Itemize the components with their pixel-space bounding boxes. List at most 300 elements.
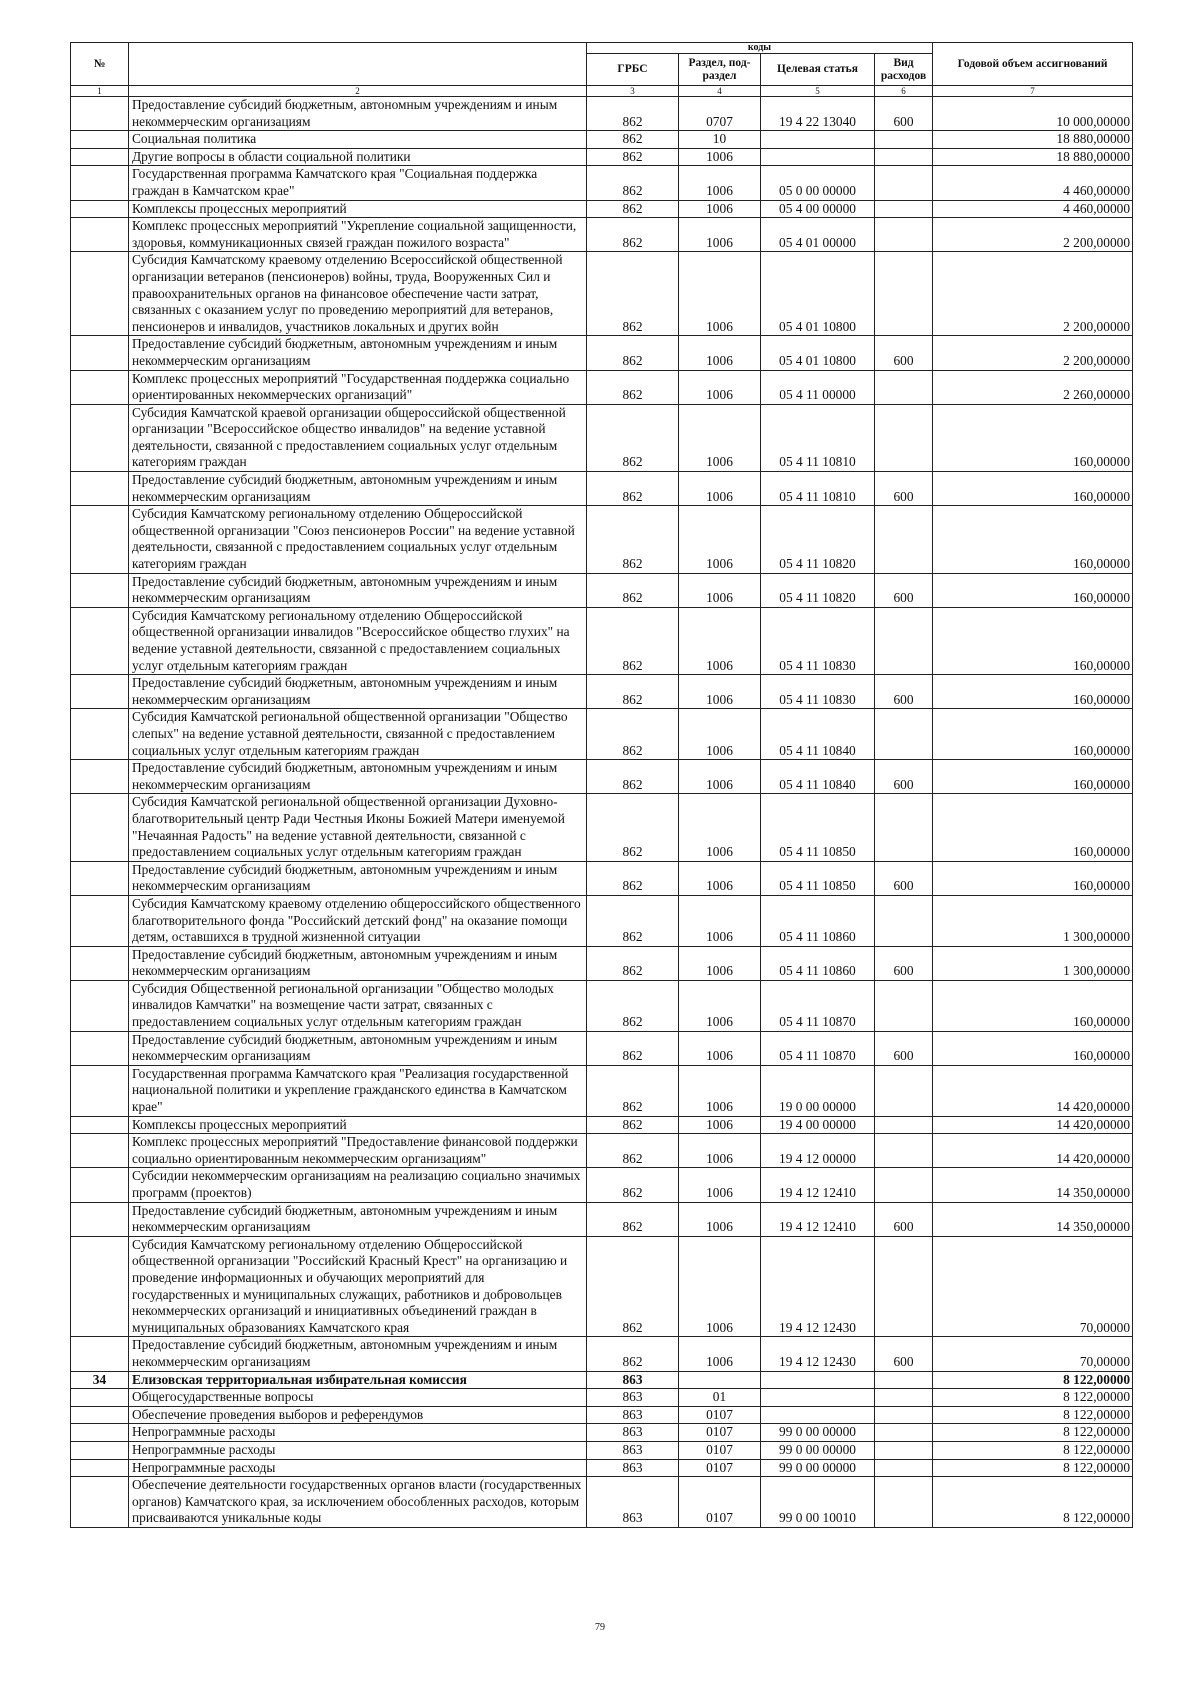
row-expense-type: 600 <box>875 861 933 895</box>
row-annual-amount: 160,00000 <box>933 404 1133 471</box>
row-number <box>71 1477 129 1528</box>
row-name: Субсидия Камчатскому краевому отделению Всероссийской общественной организации ветеранов (пенсионеров) войны, труда, Вооруженных Сил и правоохранительных органов на финансовое обеспечение части затрат, связанных с оказанием услуг по проведению мероприятий для ветеранов, пенсионеров и инвалидов, участников локальных и других войн <box>129 252 587 336</box>
row-annual-amount: 160,00000 <box>933 760 1133 794</box>
row-target: 05 4 11 10860 <box>761 895 875 946</box>
row-name: Государственная программа Камчатского края "Социальная поддержка граждан в Камчатском крае" <box>129 166 587 200</box>
row-expense-type <box>875 148 933 166</box>
row-grbs: 862 <box>587 1337 679 1371</box>
table-row <box>71 1236 1133 1337</box>
row-number <box>71 794 129 861</box>
table-row <box>71 148 1133 166</box>
table-row <box>71 1477 1133 1528</box>
col-number-3: 3 <box>587 86 679 97</box>
row-expense-type <box>875 980 933 1031</box>
row-name: Комплекс процессных мероприятий "Предоставление финансовой поддержки социально ориентированным некоммерческим организациям" <box>129 1134 587 1168</box>
row-number <box>71 1424 129 1442</box>
col-number-7: 7 <box>933 86 1133 97</box>
row-annual-amount: 18 880,00000 <box>933 131 1133 149</box>
row-expense-type <box>875 1406 933 1424</box>
row-expense-type: 600 <box>875 336 933 370</box>
row-section: 1006 <box>679 1337 761 1371</box>
row-grbs: 862 <box>587 404 679 471</box>
row-grbs: 862 <box>587 218 679 252</box>
header-grbs: ГРБС <box>587 54 679 86</box>
row-annual-amount: 8 122,00000 <box>933 1459 1133 1477</box>
row-annual-amount: 18 880,00000 <box>933 148 1133 166</box>
row-target: 05 4 01 10800 <box>761 252 875 336</box>
row-name: Предоставление субсидий бюджетным, автономным учреждениям и иным некоммерческим организациям <box>129 675 587 709</box>
row-expense-type <box>875 1065 933 1116</box>
row-section: 1006 <box>679 895 761 946</box>
table-row <box>71 1134 1133 1168</box>
row-target: 19 4 12 12430 <box>761 1337 875 1371</box>
row-target: 05 4 11 10830 <box>761 607 875 674</box>
table-row <box>71 166 1133 200</box>
table-row <box>71 336 1133 370</box>
row-number <box>71 861 129 895</box>
row-target: 19 4 12 12410 <box>761 1202 875 1236</box>
row-number <box>71 1168 129 1202</box>
row-expense-type <box>875 1459 933 1477</box>
row-grbs: 862 <box>587 573 679 607</box>
row-section: 1006 <box>679 404 761 471</box>
row-target <box>761 148 875 166</box>
table-row <box>71 794 1133 861</box>
row-target: 05 4 01 00000 <box>761 218 875 252</box>
row-expense-type: 600 <box>875 573 933 607</box>
row-expense-type <box>875 1441 933 1459</box>
row-target: 05 4 11 10820 <box>761 573 875 607</box>
row-section: 1006 <box>679 607 761 674</box>
row-number <box>71 1116 129 1134</box>
row-number <box>71 709 129 760</box>
row-number <box>71 980 129 1031</box>
row-section: 1006 <box>679 1168 761 1202</box>
row-name: Субсидии некоммерческим организациям на реализацию социально значимых программ (проектов) <box>129 1168 587 1202</box>
row-section: 1006 <box>679 709 761 760</box>
row-annual-amount: 14 350,00000 <box>933 1168 1133 1202</box>
row-annual-amount: 2 200,00000 <box>933 218 1133 252</box>
row-number <box>71 607 129 674</box>
row-number <box>71 97 129 131</box>
table-row <box>71 252 1133 336</box>
row-annual-amount: 160,00000 <box>933 607 1133 674</box>
row-expense-type <box>875 794 933 861</box>
row-section: 1006 <box>679 1065 761 1116</box>
row-name: Елизовская территориальная избирательная комиссия <box>129 1371 587 1389</box>
row-target: 05 4 11 10840 <box>761 709 875 760</box>
table-row <box>71 1459 1133 1477</box>
row-number <box>71 1065 129 1116</box>
row-number <box>71 1236 129 1337</box>
row-expense-type: 600 <box>875 760 933 794</box>
column-number-row <box>71 86 1133 97</box>
row-name: Предоставление субсидий бюджетным, автономным учреждениям и иным некоммерческим организациям <box>129 1031 587 1065</box>
row-grbs: 862 <box>587 336 679 370</box>
row-name: Комплексы процессных мероприятий <box>129 200 587 218</box>
row-grbs: 862 <box>587 794 679 861</box>
row-number <box>71 760 129 794</box>
table-row <box>71 675 1133 709</box>
row-grbs: 862 <box>587 506 679 573</box>
row-target: 05 4 11 10850 <box>761 861 875 895</box>
table-row <box>71 370 1133 404</box>
row-number <box>71 506 129 573</box>
row-annual-amount: 2 200,00000 <box>933 252 1133 336</box>
row-section: 1006 <box>679 675 761 709</box>
row-name: Субсидия Камчатской региональной общественной организации Духовно-благотворительный центр Ради Честныя Иконы Божией Матери именуемой "Нечаянная Радость" на ведение уставной деятельности, связанной с предоставлением социальных услуг отдельным категориям граждан <box>129 794 587 861</box>
table-row <box>71 472 1133 506</box>
row-annual-amount: 1 300,00000 <box>933 946 1133 980</box>
row-grbs: 862 <box>587 370 679 404</box>
row-grbs: 862 <box>587 1202 679 1236</box>
row-name: Комплексы процессных мероприятий <box>129 1116 587 1134</box>
row-grbs: 863 <box>587 1406 679 1424</box>
header-name-empty <box>129 43 587 86</box>
row-annual-amount: 160,00000 <box>933 794 1133 861</box>
row-annual-amount: 70,00000 <box>933 1236 1133 1337</box>
row-annual-amount: 8 122,00000 <box>933 1477 1133 1528</box>
table-row <box>71 946 1133 980</box>
row-annual-amount: 160,00000 <box>933 472 1133 506</box>
row-annual-amount: 2 200,00000 <box>933 336 1133 370</box>
row-target: 05 4 11 10830 <box>761 675 875 709</box>
row-name: Предоставление субсидий бюджетным, автономным учреждениям и иным некоммерческим организациям <box>129 1337 587 1371</box>
row-annual-amount: 160,00000 <box>933 675 1133 709</box>
row-annual-amount: 14 350,00000 <box>933 1202 1133 1236</box>
row-number <box>71 472 129 506</box>
row-section: 1006 <box>679 794 761 861</box>
row-number <box>71 946 129 980</box>
row-name: Субсидия Камчатскому краевому отделению общероссийского общественного благотворительного фонда "Российский детский фонд" на оказание помощи детям, оставшихся в трудной жизненной ситуации <box>129 895 587 946</box>
table-row <box>71 1424 1133 1442</box>
row-expense-type <box>875 709 933 760</box>
row-expense-type <box>875 895 933 946</box>
row-grbs: 862 <box>587 252 679 336</box>
row-expense-type: 600 <box>875 1202 933 1236</box>
row-annual-amount: 10 000,00000 <box>933 97 1133 131</box>
row-expense-type <box>875 607 933 674</box>
row-name: Предоставление субсидий бюджетным, автономным учреждениям и иным некоммерческим организациям <box>129 97 587 131</box>
row-grbs: 862 <box>587 760 679 794</box>
row-grbs: 862 <box>587 166 679 200</box>
row-section: 1006 <box>679 1236 761 1337</box>
table-row <box>71 1116 1133 1134</box>
row-section: 1006 <box>679 336 761 370</box>
table-row <box>71 573 1133 607</box>
table-row <box>71 97 1133 131</box>
row-section: 0107 <box>679 1441 761 1459</box>
col-number-1: 1 <box>71 86 129 97</box>
table-row <box>71 506 1133 573</box>
row-annual-amount: 14 420,00000 <box>933 1116 1133 1134</box>
row-expense-type <box>875 1371 933 1389</box>
row-annual-amount: 4 460,00000 <box>933 200 1133 218</box>
row-name: Предоставление субсидий бюджетным, автономным учреждениям и иным некоммерческим организациям <box>129 573 587 607</box>
row-grbs: 863 <box>587 1424 679 1442</box>
row-annual-amount: 8 122,00000 <box>933 1441 1133 1459</box>
header-expense-type: Вид расходов <box>875 54 933 86</box>
row-target <box>761 1371 875 1389</box>
row-grbs: 862 <box>587 97 679 131</box>
table-row <box>71 1441 1133 1459</box>
row-name: Непрограммные расходы <box>129 1441 587 1459</box>
row-grbs: 862 <box>587 1236 679 1337</box>
row-target: 05 4 11 10860 <box>761 946 875 980</box>
row-target: 05 4 11 10820 <box>761 506 875 573</box>
row-target: 05 4 11 10850 <box>761 794 875 861</box>
row-grbs: 862 <box>587 861 679 895</box>
row-number <box>71 252 129 336</box>
row-name: Субсидия Камчатскому региональному отделению Общероссийской общественной организации инвалидов "Всероссийское общество глухих" на ведение уставной деятельности, связанной с предоставлением социальных услуг отдельным категориям граждан <box>129 607 587 674</box>
table-row <box>71 1371 1133 1389</box>
row-grbs: 862 <box>587 1168 679 1202</box>
row-name: Предоставление субсидий бюджетным, автономным учреждениям и иным некоммерческим организациям <box>129 946 587 980</box>
row-grbs: 863 <box>587 1371 679 1389</box>
row-target: 05 4 11 10870 <box>761 980 875 1031</box>
col-number-6: 6 <box>875 86 933 97</box>
header-annual: Годовой объем ассигнований <box>933 43 1133 86</box>
table-row <box>71 709 1133 760</box>
row-number: 34 <box>71 1371 129 1389</box>
row-grbs: 862 <box>587 709 679 760</box>
row-section: 1006 <box>679 573 761 607</box>
row-expense-type <box>875 1116 933 1134</box>
row-expense-type: 600 <box>875 1337 933 1371</box>
row-annual-amount: 1 300,00000 <box>933 895 1133 946</box>
row-annual-amount: 160,00000 <box>933 861 1133 895</box>
header-num: № <box>71 43 129 86</box>
row-annual-amount: 8 122,00000 <box>933 1389 1133 1407</box>
row-target <box>761 1389 875 1407</box>
col-number-4: 4 <box>679 86 761 97</box>
row-number <box>71 166 129 200</box>
table-row <box>71 1202 1133 1236</box>
row-number <box>71 1202 129 1236</box>
row-target: 05 4 11 10810 <box>761 472 875 506</box>
row-number <box>71 131 129 149</box>
row-grbs: 862 <box>587 1134 679 1168</box>
table-row <box>71 404 1133 471</box>
row-section: 1006 <box>679 1116 761 1134</box>
row-grbs: 862 <box>587 1031 679 1065</box>
row-section: 1006 <box>679 861 761 895</box>
row-section: 1006 <box>679 1202 761 1236</box>
row-grbs: 862 <box>587 131 679 149</box>
row-target: 99 0 00 00000 <box>761 1441 875 1459</box>
row-expense-type <box>875 1477 933 1528</box>
budget-table-page <box>70 42 1132 1528</box>
table-row <box>71 1406 1133 1424</box>
row-section: 1006 <box>679 1134 761 1168</box>
row-annual-amount: 160,00000 <box>933 573 1133 607</box>
row-name: Непрограммные расходы <box>129 1459 587 1477</box>
row-grbs: 862 <box>587 1065 679 1116</box>
row-section: 1006 <box>679 506 761 573</box>
row-annual-amount: 14 420,00000 <box>933 1134 1133 1168</box>
row-name: Комплекс процессных мероприятий "Государственная поддержка социально ориентированных некоммерческих организаций" <box>129 370 587 404</box>
table-row <box>71 980 1133 1031</box>
table-row <box>71 861 1133 895</box>
row-expense-type: 600 <box>875 1031 933 1065</box>
row-section: 1006 <box>679 218 761 252</box>
row-name: Предоставление субсидий бюджетным, автономным учреждениям и иным некоммерческим организациям <box>129 336 587 370</box>
header-target: Целевая статья <box>761 54 875 86</box>
row-section: 0107 <box>679 1406 761 1424</box>
row-grbs: 862 <box>587 675 679 709</box>
row-target: 05 4 11 00000 <box>761 370 875 404</box>
row-target: 05 0 00 00000 <box>761 166 875 200</box>
row-number <box>71 1031 129 1065</box>
row-grbs: 863 <box>587 1459 679 1477</box>
row-grbs: 863 <box>587 1477 679 1528</box>
row-name: Обеспечение проведения выборов и референдумов <box>129 1406 587 1424</box>
row-name: Субсидия Камчатскому региональному отделению Общероссийской общественной организации "Союз пенсионеров России" на ведение уставной деятельности, связанной с предоставлением социальных услуг отдельным категориям граждан <box>129 506 587 573</box>
row-annual-amount: 160,00000 <box>933 709 1133 760</box>
row-expense-type <box>875 404 933 471</box>
row-annual-amount: 8 122,00000 <box>933 1406 1133 1424</box>
row-target: 19 0 00 00000 <box>761 1065 875 1116</box>
row-number <box>71 218 129 252</box>
row-expense-type: 600 <box>875 97 933 131</box>
row-section: 0107 <box>679 1477 761 1528</box>
table-row <box>71 131 1133 149</box>
row-section: 1006 <box>679 946 761 980</box>
row-number <box>71 1337 129 1371</box>
row-grbs: 862 <box>587 148 679 166</box>
row-grbs: 863 <box>587 1441 679 1459</box>
row-number <box>71 1441 129 1459</box>
row-target: 19 4 12 12410 <box>761 1168 875 1202</box>
row-annual-amount: 70,00000 <box>933 1337 1133 1371</box>
header-section: Раздел, под-раздел <box>679 54 761 86</box>
page-number: 79 <box>595 1622 605 1633</box>
row-number <box>71 370 129 404</box>
row-target: 99 0 00 00000 <box>761 1424 875 1442</box>
row-grbs: 863 <box>587 1389 679 1407</box>
row-target: 05 4 11 10840 <box>761 760 875 794</box>
row-annual-amount: 160,00000 <box>933 506 1133 573</box>
row-number <box>71 1459 129 1477</box>
table-row <box>71 607 1133 674</box>
row-name: Другие вопросы в области социальной политики <box>129 148 587 166</box>
row-name: Предоставление субсидий бюджетным, автономным учреждениям и иным некоммерческим организациям <box>129 760 587 794</box>
row-annual-amount: 8 122,00000 <box>933 1424 1133 1442</box>
row-number <box>71 1134 129 1168</box>
row-grbs: 862 <box>587 980 679 1031</box>
header-codes: коды <box>587 43 933 54</box>
table-row <box>71 1065 1133 1116</box>
row-name: Комплекс процессных мероприятий "Укрепление социальной защищенности, здоровья, коммуникационных связей граждан пожилого возраста" <box>129 218 587 252</box>
table-row <box>71 1168 1133 1202</box>
row-number <box>71 1389 129 1407</box>
row-section <box>679 1371 761 1389</box>
row-target: 05 4 11 10810 <box>761 404 875 471</box>
row-section: 1006 <box>679 148 761 166</box>
row-expense-type: 600 <box>875 675 933 709</box>
row-target: 19 4 00 00000 <box>761 1116 875 1134</box>
col-number-2: 2 <box>129 86 587 97</box>
row-number <box>71 1406 129 1424</box>
row-section: 0107 <box>679 1424 761 1442</box>
row-number <box>71 336 129 370</box>
row-name: Субсидия Камчатской региональной общественной организации "Общество слепых" на ведение уставной деятельности, связанной с предоставлением социальных услуг отдельным категориям граждан <box>129 709 587 760</box>
row-section: 1006 <box>679 252 761 336</box>
row-annual-amount: 4 460,00000 <box>933 166 1133 200</box>
row-annual-amount: 8 122,00000 <box>933 1371 1133 1389</box>
row-expense-type <box>875 1424 933 1442</box>
row-expense-type: 600 <box>875 472 933 506</box>
row-section: 1006 <box>679 200 761 218</box>
row-name: Государственная программа Камчатского края "Реализация государственной национальной политики и укрепление гражданского единства в Камчатском крае" <box>129 1065 587 1116</box>
row-name: Общегосударственные вопросы <box>129 1389 587 1407</box>
row-number <box>71 148 129 166</box>
row-grbs: 862 <box>587 200 679 218</box>
row-grbs: 862 <box>587 895 679 946</box>
row-expense-type <box>875 1134 933 1168</box>
row-number <box>71 404 129 471</box>
row-section: 1006 <box>679 1031 761 1065</box>
row-grbs: 862 <box>587 1116 679 1134</box>
row-section: 1006 <box>679 980 761 1031</box>
row-section: 10 <box>679 131 761 149</box>
row-expense-type <box>875 1236 933 1337</box>
table-row <box>71 200 1133 218</box>
table-row <box>71 895 1133 946</box>
row-section: 0707 <box>679 97 761 131</box>
row-grbs: 862 <box>587 946 679 980</box>
row-section: 1006 <box>679 166 761 200</box>
table-row <box>71 1031 1133 1065</box>
table-row <box>71 760 1133 794</box>
row-name: Предоставление субсидий бюджетным, автономным учреждениям и иным некоммерческим организациям <box>129 861 587 895</box>
row-annual-amount: 2 260,00000 <box>933 370 1133 404</box>
table-body <box>71 97 1133 1528</box>
row-target: 99 0 00 00000 <box>761 1459 875 1477</box>
row-section: 1006 <box>679 760 761 794</box>
row-expense-type <box>875 200 933 218</box>
budget-table <box>70 42 1133 1528</box>
row-expense-type <box>875 1389 933 1407</box>
row-name: Субсидия Камчатскому региональному отделению Общероссийской общественной организации "Российский Красный Крест" на организацию и проведение информационных и обучающих мероприятий для государственных и муниципальных служащих, работников и добровольцев некоммерческих организаций и инициативных объединений граждан в муниципальных образованиях Камчатского края <box>129 1236 587 1337</box>
row-expense-type <box>875 1168 933 1202</box>
row-name: Обеспечение деятельности государственных органов власти (государственных органов) Камчатского края, за исключением обособленных расходов, которым присваиваются уникальные коды <box>129 1477 587 1528</box>
row-target: 19 4 12 12430 <box>761 1236 875 1337</box>
row-grbs: 862 <box>587 607 679 674</box>
row-name: Субсидия Общественной региональной организации "Общество молодых инвалидов Камчатки" на возмещение части затрат, связанных с предоставлением социальных услуг отдельным категориям граждан <box>129 980 587 1031</box>
row-name: Непрограммные расходы <box>129 1424 587 1442</box>
row-annual-amount: 160,00000 <box>933 1031 1133 1065</box>
row-target: 05 4 01 10800 <box>761 336 875 370</box>
row-expense-type <box>875 218 933 252</box>
row-expense-type <box>875 131 933 149</box>
row-expense-type: 600 <box>875 946 933 980</box>
row-target: 05 4 11 10870 <box>761 1031 875 1065</box>
row-section: 1006 <box>679 370 761 404</box>
row-section: 1006 <box>679 472 761 506</box>
row-annual-amount: 14 420,00000 <box>933 1065 1133 1116</box>
row-expense-type <box>875 166 933 200</box>
row-name: Субсидия Камчатской краевой организации общероссийской общественной организации "Всероссийское общество инвалидов" на ведение уставной деятельности, связанной с предоставлением социальных услуг отдельным категориям граждан <box>129 404 587 471</box>
table-row <box>71 1389 1133 1407</box>
row-number <box>71 200 129 218</box>
row-target <box>761 131 875 149</box>
row-target: 19 4 22 13040 <box>761 97 875 131</box>
table-row <box>71 1337 1133 1371</box>
table-header <box>71 43 1133 97</box>
row-expense-type <box>875 252 933 336</box>
row-name: Социальная политика <box>129 131 587 149</box>
